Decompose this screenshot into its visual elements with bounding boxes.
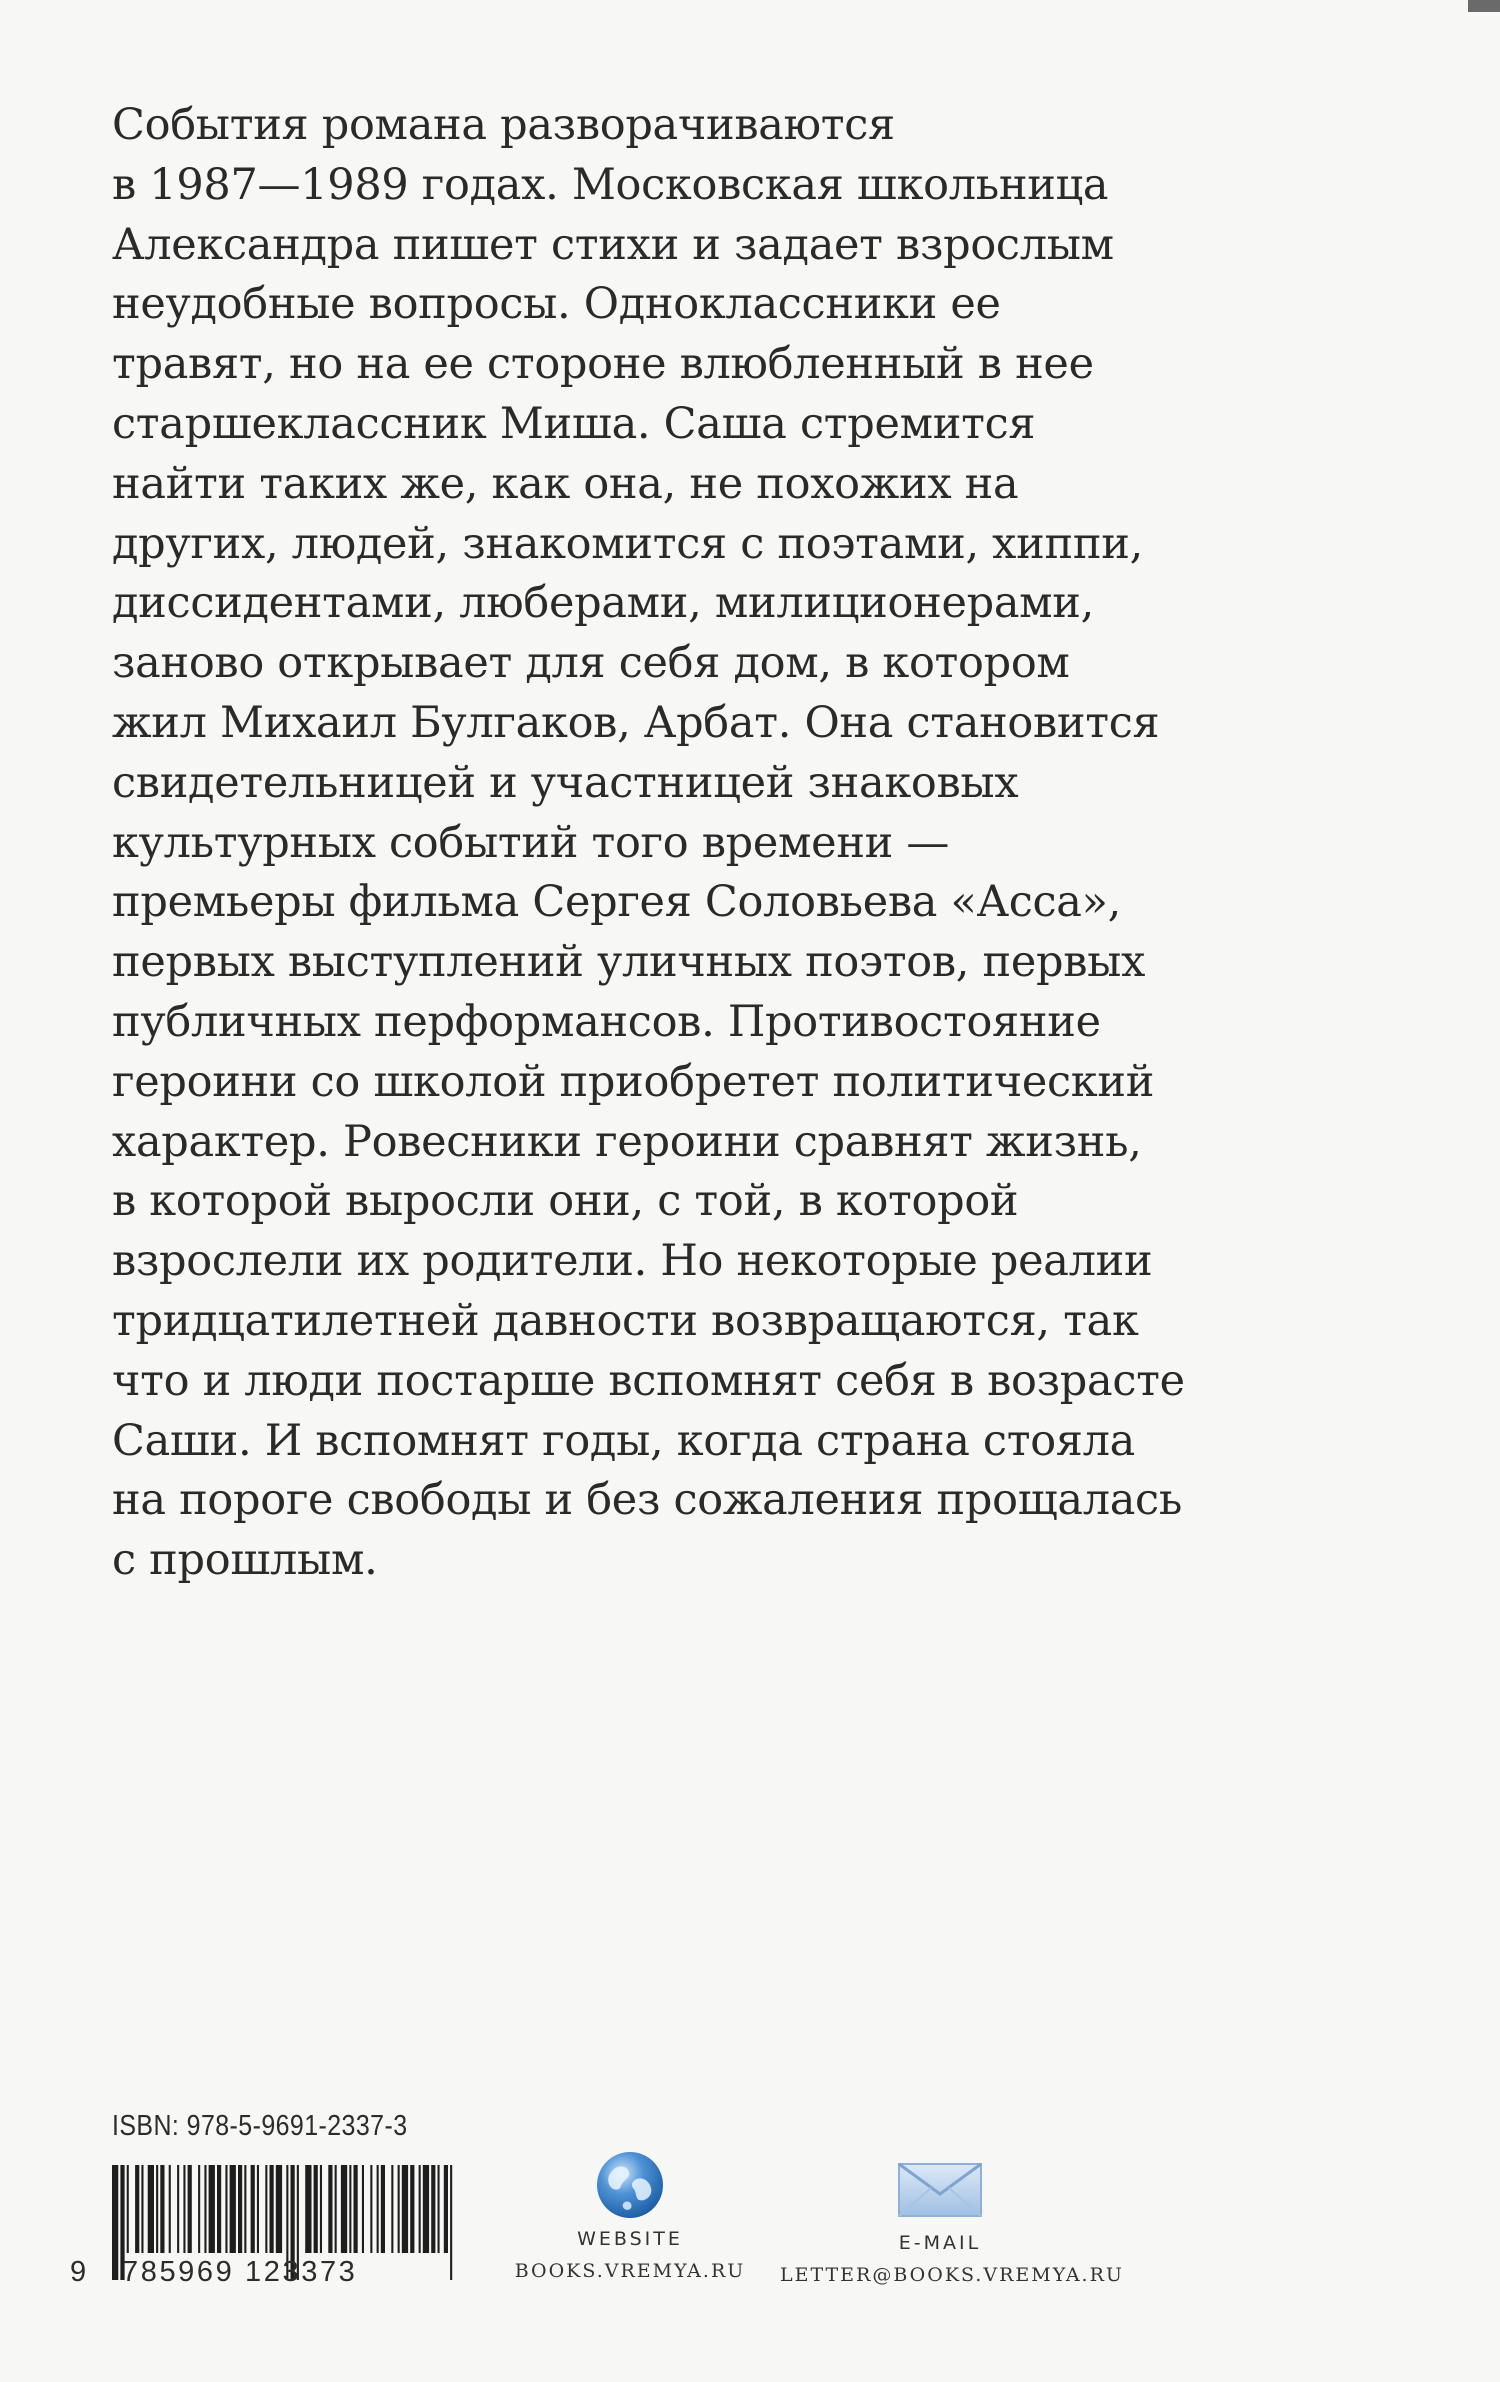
barcode-bar [335, 2165, 337, 2253]
blurb-line: что и люди постарше вспомнят себя в возрасте [112, 1355, 1185, 1406]
barcode-bar [398, 2165, 400, 2253]
barcode-bar [362, 2165, 364, 2253]
barcode-bar [377, 2165, 379, 2253]
barcode-bar [204, 2165, 206, 2253]
barcode-bar [410, 2165, 414, 2253]
barcode-bar [265, 2165, 267, 2253]
barcode-bar [112, 2165, 118, 2280]
envelope-icon [897, 2162, 983, 2218]
barcode-bar [354, 2165, 358, 2253]
barcode-bar [349, 2165, 351, 2253]
blurb-line: в которой выросли они, с той, в которой [112, 1176, 1019, 1227]
barcode-bar [320, 2165, 322, 2253]
barcode-bar [450, 2165, 452, 2280]
barcode-bar [141, 2165, 143, 2253]
blurb-line: События романа разворачиваются [112, 100, 895, 150]
barcode-bar [328, 2165, 332, 2253]
blurb-line: премьеры фильма Сергея Соловьева «Асса», [112, 877, 1122, 928]
blurb-line: старшеклассник Миша. Саша стремится [112, 398, 1036, 449]
blurb-line: Саши. И вспомнят годы, когда страна стояла [112, 1415, 1135, 1466]
barcode-bar [177, 2165, 179, 2253]
blurb-line: с прошлым. [112, 1535, 378, 1586]
barcode-bar [230, 2165, 236, 2253]
barcode-bar [209, 2165, 215, 2253]
barcode-bar [238, 2165, 242, 2253]
blurb-line: в 1987—1989 годах. Московская школьница [112, 159, 1109, 210]
blurb-text [112, 96, 1192, 1591]
barcode-bar [402, 2165, 408, 2253]
barcode-bar [370, 2165, 372, 2253]
blurb-line: жил Михаил Булгаков, Арбат. Она становится [112, 697, 1160, 748]
barcode-bar [183, 2165, 185, 2253]
barcode-bar [198, 2165, 200, 2253]
barcode-bar [270, 2165, 274, 2253]
blurb-line: свидетельницей и участницей знаковых [112, 757, 1019, 808]
blurb-line: характер. Ровесники героини сравнят жизнь, [112, 1116, 1142, 1167]
barcode-bar [148, 2165, 154, 2253]
barcode-bar [156, 2165, 158, 2253]
blurb-line: заново открывает для себя дом, в котором [112, 638, 1070, 689]
website-block [510, 2150, 750, 2282]
blurb-line: первых выступлений уличных поэтов, первых [112, 937, 1146, 988]
email-link[interactable]: LETTER@BOOKS.VREMYA.RU [780, 2264, 1124, 2286]
blurb-line: публичных перформансов. Противостояние [112, 996, 1101, 1047]
blurb-line: неудобные вопросы. Одноклассники ее [112, 279, 1001, 330]
blurb-line: травят, но на ее стороне влюбленный в нее [112, 339, 1094, 390]
barcode-bar [391, 2165, 393, 2253]
blurb-line: героини со школой приобретет политический [112, 1056, 1155, 1107]
barcode-bar [169, 2165, 171, 2253]
barcode-bar [244, 2165, 246, 2253]
barcode-bar [381, 2165, 385, 2253]
blurb-line: взрослели их родители. Но некоторые реалии [112, 1236, 1153, 1287]
barcode-bar [444, 2165, 448, 2253]
email-block [780, 2150, 1124, 2286]
barcode-bar [251, 2165, 255, 2253]
barcode-bar [419, 2165, 421, 2253]
blurb-line: Александра пишет стихи и задает взрослым [112, 219, 1114, 270]
email-label: E-MAIL [898, 2232, 982, 2254]
barcode-bar [188, 2165, 192, 2253]
barcode-bar [127, 2165, 129, 2253]
barcode-lead-digit: 9 [70, 2256, 89, 2288]
barcode-bar [431, 2165, 435, 2253]
barcode-bar [160, 2165, 164, 2253]
website-link[interactable]: BOOKS.VREMYA.RU [514, 2260, 746, 2282]
blurb-line: диссидентами, люберами, милиционерами, [112, 578, 1095, 629]
barcode-bar [225, 2165, 227, 2253]
barcode-bar [135, 2165, 139, 2253]
barcode-bar [257, 2165, 259, 2253]
barcode-bar [217, 2165, 221, 2253]
corner-mark [1468, 0, 1500, 12]
website-label: WEBSITE [577, 2228, 683, 2250]
barcode-bar [438, 2165, 440, 2253]
blurb-line: на пороге свободы и без сожаления прощалась [112, 1475, 1182, 1526]
blurb-line: культурных событий того времени — [112, 817, 950, 868]
barcode-digit-string: 785969 123373 [122, 2256, 358, 2288]
blurb-line: других, людей, знакомится с поэтами, хиппи, [112, 518, 1143, 569]
barcode-bar [423, 2165, 429, 2253]
barcode-bar [341, 2165, 347, 2253]
barcode-bar [276, 2165, 282, 2253]
barcode-bar [305, 2165, 311, 2253]
isbn-label: ISBN: 978-5-9691-2337-3 [112, 2110, 408, 2142]
blurb-line: найти таких же, как она, не похожих на [112, 458, 1019, 509]
barcode-bar [314, 2165, 318, 2253]
blurb-line: тридцатилетней давности возвращаются, так [112, 1295, 1139, 1346]
globe-icon [595, 2150, 665, 2220]
